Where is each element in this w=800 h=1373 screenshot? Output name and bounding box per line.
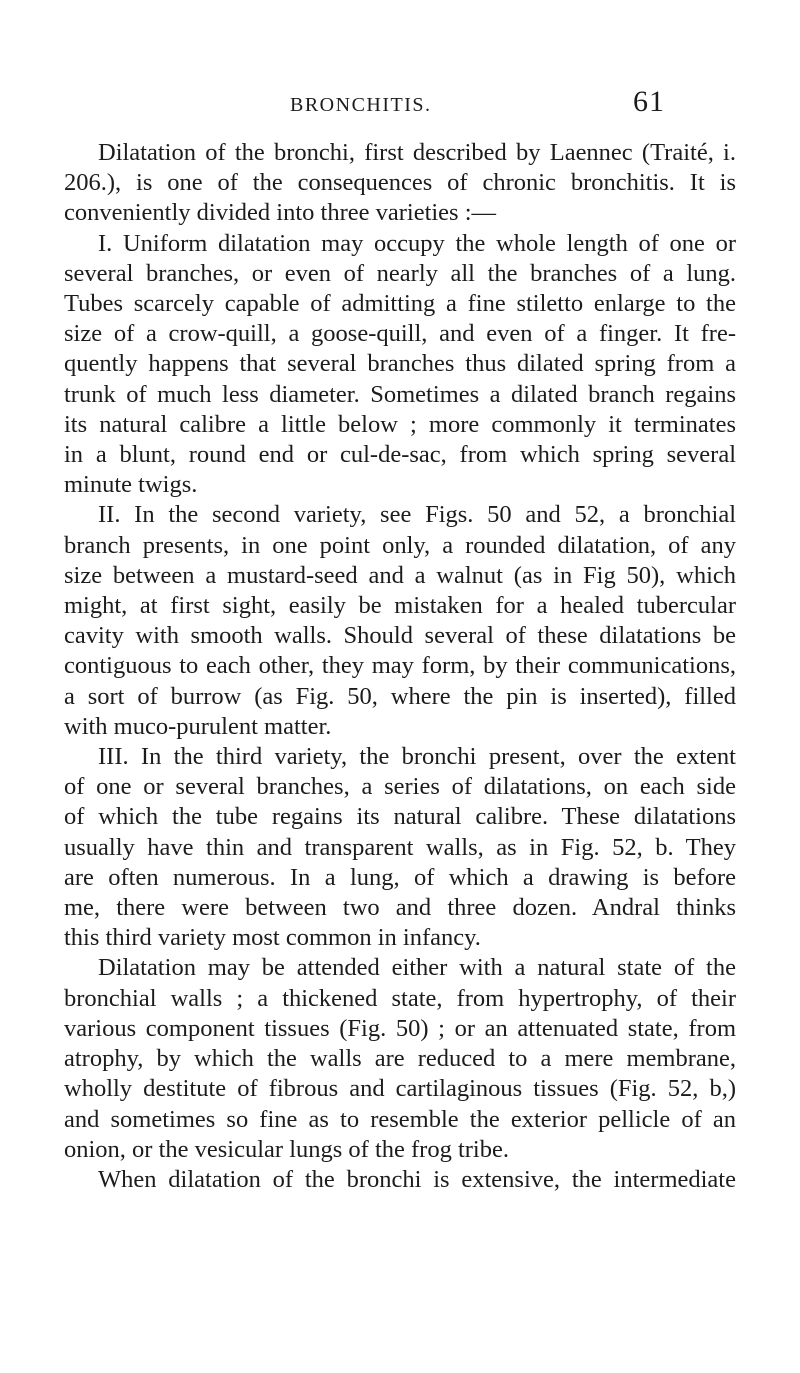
text-line: When dilatation of the bronchi is extensive, the intermediate <box>98 1165 736 1193</box>
text-line: onion, or the vesicular lungs of the frog tribe. <box>64 1135 509 1163</box>
body-text <box>64 138 736 1195</box>
text-line: 206.), is one of the consequences of chronic bronchitis. It is <box>64 169 736 197</box>
running-head <box>0 82 800 122</box>
text-line: Dilatation may be attended either with a natural state of the <box>98 954 736 982</box>
paragraph-wall-states <box>64 953 736 1164</box>
text-line: of which the tube regains its natural calibre. These dilatations <box>64 803 736 831</box>
text-line: II. In the second variety, see Figs. 50 and 52, a bronchial <box>98 501 736 529</box>
paragraph-extensive-dilatation <box>64 1165 736 1195</box>
text-line: several branches, or even of nearly all the branches of a lung. <box>64 259 736 287</box>
text-line: with muco-purulent matter. <box>64 712 332 740</box>
text-line: usually have thin and transparent walls, as in Fig. 52, b. They <box>64 833 736 861</box>
running-title: BRONCHITIS. <box>290 94 432 116</box>
text-line: branch presents, in one point only, a rounded dilatation, of any <box>64 531 736 559</box>
paragraph-intro <box>64 138 736 229</box>
paragraph-variety-one <box>64 229 736 501</box>
text-line: wholly destitute of fibrous and cartilaginous tissues (Fig. 52, b,) <box>64 1075 736 1103</box>
text-line: size between a mustard-seed and a walnut (as in Fig 50), which <box>64 561 736 589</box>
text-line: its natural calibre a little below ; more commonly it terminates <box>64 410 736 438</box>
text-line: various component tissues (Fig. 50) ; or an attenuated state, from <box>64 1014 736 1042</box>
text-line: a sort of burrow (as Fig. 50, where the pin is inserted), filled <box>64 682 736 710</box>
text-line: trunk of much less diameter. Sometimes a dilated branch regains <box>64 380 736 408</box>
text-line: are often numerous. In a lung, of which a drawing is before <box>64 863 736 891</box>
text-line: quently happens that several branches thus dilated spring from a <box>64 350 736 378</box>
text-line: cavity with smooth walls. Should several of these dilatations be <box>64 622 736 650</box>
text-line: of one or several branches, a series of dilatations, on each side <box>64 773 736 801</box>
text-line: minute twigs. <box>64 471 198 499</box>
text-line: me, there were between two and three dozen. Andral thinks <box>64 894 736 922</box>
text-line: atrophy, by which the walls are reduced to a mere membrane, <box>64 1045 736 1073</box>
text-line: I. Uniform dilatation may occupy the whole length of one or <box>98 229 736 257</box>
page-number: 61 <box>633 85 665 118</box>
paragraph-variety-two <box>64 500 736 742</box>
text-line: Dilatation of the bronchi, first described by Laennec (Traité, i. <box>98 139 736 166</box>
text-line: bronchial walls ; a thickened state, from hypertrophy, of their <box>64 984 736 1012</box>
text-line: Tubes scarcely capable of admitting a fine stiletto enlarge to the <box>64 290 736 318</box>
text-line: this third variety most common in infancy. <box>64 924 481 952</box>
text-line: and sometimes so fine as to resemble the exterior pellicle of an <box>64 1105 736 1133</box>
paragraph-variety-three <box>64 742 736 953</box>
text-line: III. In the third variety, the bronchi present, over the extent <box>98 743 736 771</box>
text-line: might, at first sight, easily be mistaken for a healed tubercular <box>64 592 736 620</box>
text-line: contiguous to each other, they may form, by their communications, <box>64 652 736 680</box>
text-line: conveniently divided into three varieties :— <box>64 199 497 227</box>
text-line: size of a crow-quill, a goose-quill, and even of a finger. It fre- <box>64 320 736 348</box>
text-line: in a blunt, round end or cul-de-sac, from which spring several <box>64 441 736 469</box>
